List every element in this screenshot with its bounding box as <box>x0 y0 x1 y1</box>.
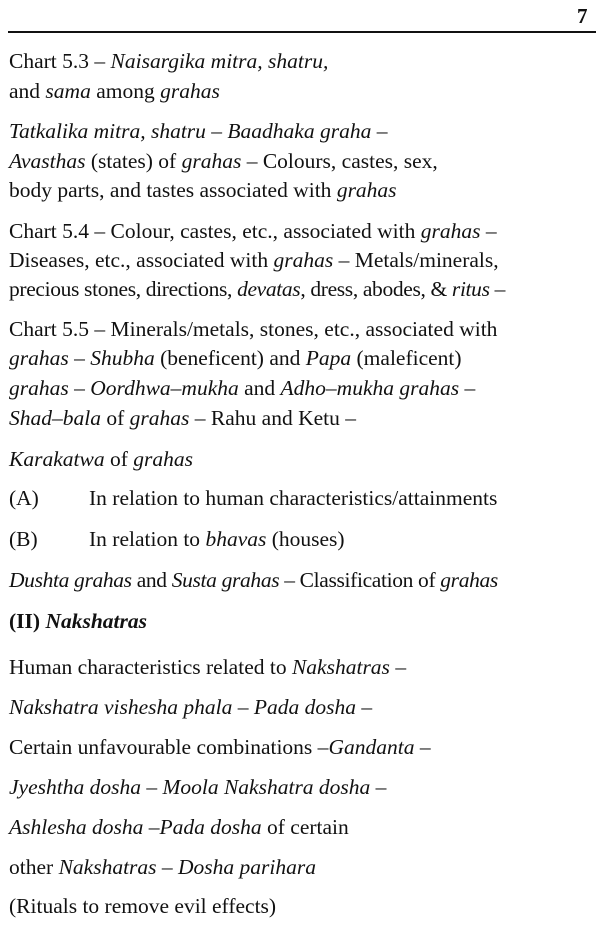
contents-line <box>9 78 600 104</box>
italic-term: Nakshatras – Dosha parihara <box>58 855 316 879</box>
contents-line <box>9 316 600 342</box>
item-marker: (B) <box>9 527 38 551</box>
text-run: – <box>389 655 407 679</box>
contents-line <box>9 118 600 144</box>
contents-line <box>9 218 600 244</box>
item-marker: (A) <box>9 486 39 510</box>
text-run: In relation to <box>89 527 206 551</box>
contents-line <box>9 446 600 472</box>
italic-term: Oordhwa–mukha <box>90 376 239 400</box>
italic-term: grahas <box>9 376 69 400</box>
contents-line <box>9 345 600 371</box>
italic-term: Nakshatra vishesha phala – Pada dosha – <box>9 695 373 719</box>
italic-term: Shubha <box>90 346 155 370</box>
italic-term: Karakatwa <box>9 447 105 471</box>
contents-line <box>9 734 600 760</box>
italic-term: Papa <box>305 346 352 370</box>
text-run: of certain <box>261 815 349 839</box>
italic-term: Adho–mukha grahas <box>280 376 460 400</box>
contents-line <box>9 893 600 919</box>
text-run: (Rituals to remove evil effects) <box>9 894 277 918</box>
contents-line <box>9 567 600 593</box>
italic-term: bhavas <box>205 527 267 551</box>
text-run: (houses) <box>266 527 345 551</box>
section-heading <box>9 608 600 634</box>
contents-line <box>9 814 600 840</box>
italic-term: Naisargika mitra, shatru, <box>110 49 329 73</box>
contents-line <box>9 694 600 720</box>
italic-term: ritus <box>451 277 490 301</box>
contents-line <box>9 247 600 273</box>
text-run: of <box>104 447 134 471</box>
text-run: of <box>100 406 130 430</box>
italic-term: Dushta grahas <box>9 568 132 592</box>
italic-term: devatas <box>237 277 301 301</box>
text-run: – <box>414 735 431 759</box>
italic-term: Shad–bala <box>9 406 101 430</box>
italic-term: Gandanta <box>328 735 415 759</box>
contents-line <box>9 48 600 74</box>
text-run: – Rahu and Ketu – <box>189 406 356 430</box>
italic-term: grahas <box>9 346 69 370</box>
contents-line <box>9 526 600 552</box>
italic-term: Nakshatras <box>45 609 147 633</box>
contents-line <box>9 177 600 203</box>
text-run: Chart 5.5 – Minerals/metals, stones, etc., associated with <box>9 317 498 341</box>
italic-term: grahas <box>336 178 397 202</box>
contents-line <box>9 148 600 174</box>
contents-line <box>9 854 600 880</box>
contents-line <box>9 485 600 511</box>
italic-term: grahas <box>160 79 220 103</box>
text-run: – <box>489 277 506 301</box>
text-run: In relation to human characteristics/attainments <box>89 486 498 510</box>
text-run: Diseases, etc., associated with <box>9 248 274 272</box>
text-run: – <box>459 376 476 400</box>
italic-term: Avasthas <box>9 149 86 173</box>
text-run: – <box>68 346 91 370</box>
text-run: and <box>238 376 281 400</box>
text-run: – Metals/minerals, <box>333 248 499 272</box>
text-run: – Classification of <box>279 568 441 592</box>
text-run: – Colours, castes, sex, <box>241 149 438 173</box>
italic-term: Tatkalika mitra, shatru – Baadhaka graha – <box>9 119 388 143</box>
text-run: , dress, abodes, & <box>300 277 452 301</box>
text-run: (states) of <box>85 149 182 173</box>
italic-term: Nakshatras <box>291 655 390 679</box>
contents-line <box>9 405 600 431</box>
text-run: and <box>131 568 172 592</box>
contents-line <box>9 375 600 401</box>
page-number: 7 <box>577 4 588 28</box>
text-run: (II) <box>9 609 46 633</box>
text-run: – <box>68 376 91 400</box>
contents-line <box>9 774 600 800</box>
text-run: Chart 5.4 – Colour, castes, etc., associated with <box>9 219 421 243</box>
text-run: Human characteristics related to <box>9 655 292 679</box>
italic-term: grahas <box>440 568 498 592</box>
italic-term: grahas <box>133 447 193 471</box>
contents-line <box>9 276 600 302</box>
text-run: Certain unfavourable combinations – <box>9 735 329 759</box>
italic-term: sama <box>45 79 91 103</box>
text-run: body parts, and tastes associated with <box>9 178 337 202</box>
italic-term: grahas <box>420 219 481 243</box>
header-rule <box>8 31 596 33</box>
italic-term: grahas <box>181 149 242 173</box>
contents-line <box>9 654 600 680</box>
text-run: Chart 5.3 – <box>9 49 111 73</box>
text-run: precious stones, directions, <box>9 277 238 301</box>
italic-term: Susta grahas <box>171 568 280 592</box>
text-run: other <box>9 855 59 879</box>
text-run: (maleficent) <box>351 346 462 370</box>
text-run: – <box>480 219 497 243</box>
text-run: (beneficent) and <box>154 346 306 370</box>
text-run: among <box>90 79 161 103</box>
italic-term: grahas <box>273 248 334 272</box>
text-run: and <box>9 79 46 103</box>
italic-term: Jyeshtha dosha – Moola Nakshatra dosha – <box>9 775 387 799</box>
italic-term: Ashlesha dosha –Pada dosha <box>9 815 262 839</box>
italic-term: grahas <box>129 406 190 430</box>
